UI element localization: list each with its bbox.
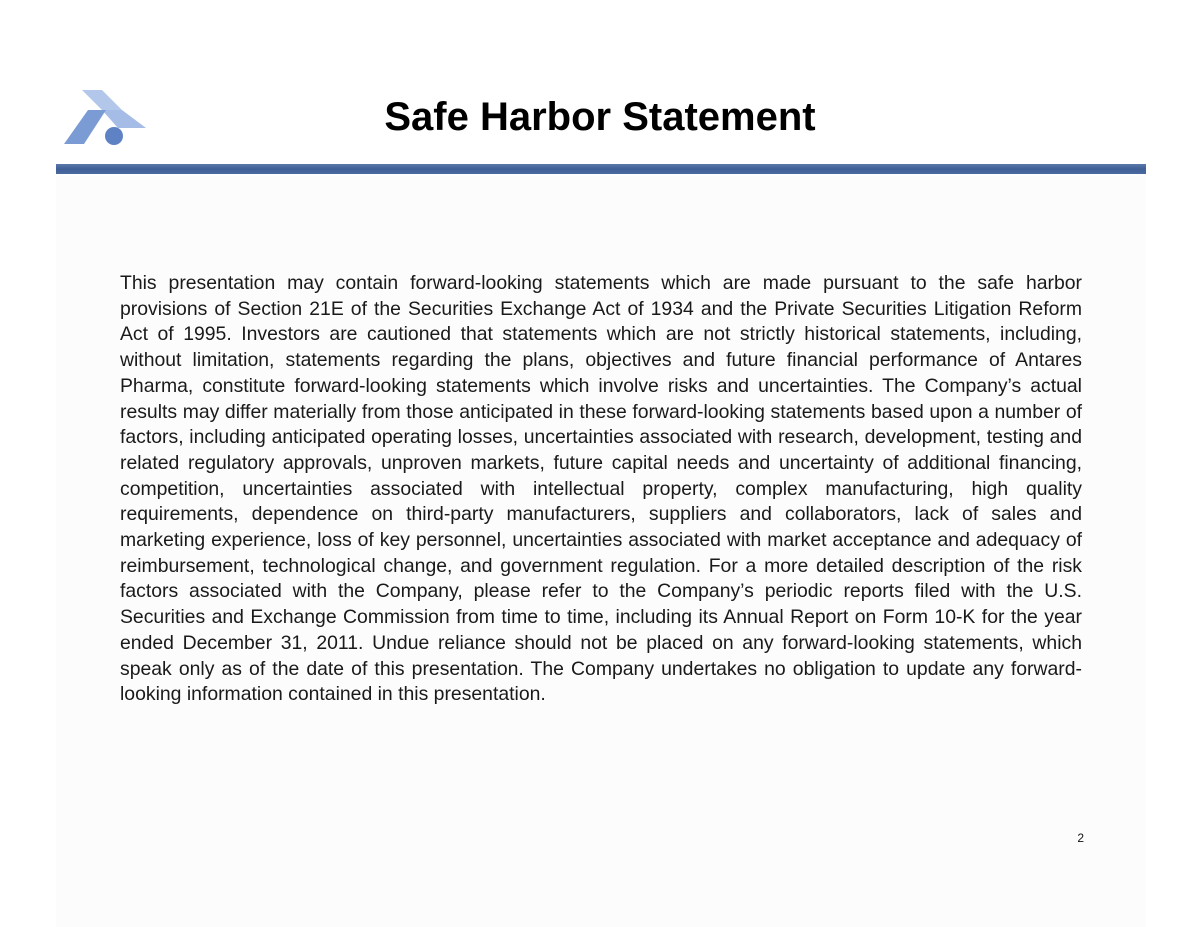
safe-harbor-text: This presentation may contain forward-looking statements which are made pursuant to the safe harbor provisions of Section 21E of the Securities Exchange Act of 1934 and the Private Securities Litigation Reform Act of 1995. Investors are cautioned that statements which are not strictly historical statements, including, without limitation, statements regarding the plans, objectives and future financial performance of Antares Pharma, constitute forward-looking statements which involve risks and uncertainties. The Company’s actual results may differ materially from those anticipated in these forward-looking statements based upon a number of factors, including anticipated operating losses, uncertainties associated with research, development, testing and related regulatory approvals, unproven markets, future capital needs and uncertainty of additional financing, competition, uncertainties associated with intellectual property, complex manufacturing, high quality requirements, dependence on third-party manufacturers, suppliers and collaborators, lack of sales and marketing experience, loss of key personnel, uncertainties associated with market acceptance and adequacy of reimbursement, technological change, and government regulation. For a more detailed description of the risk factors associated with the Company, please refer to the Company’s periodic reports filed with the U.S. Securities and Exchange Commission from time to time, including its Annual Report on Form 10-K for the year ended December 31, 2011. Undue reliance should not be placed on any forward-looking statements, which speak only as of the date of this presentation. The Company undertakes no obligation to update any forward-looking information contained in this presentation. <box>120 272 1082 706</box>
slide-title: Safe Harbor Statement <box>384 95 816 139</box>
title-divider <box>56 164 1146 174</box>
page-number: 2 <box>1077 831 1084 845</box>
